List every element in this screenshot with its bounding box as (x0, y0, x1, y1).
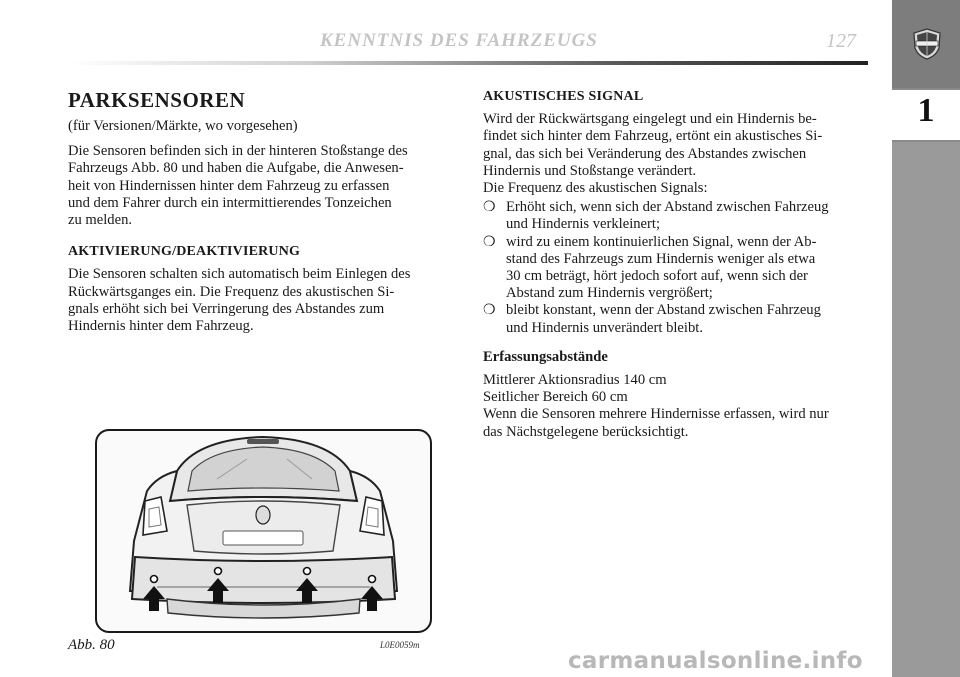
text-line: Abstand zum Hindernis vergrößert; (506, 285, 713, 302)
range-heading: Erfassungsabstände (483, 348, 608, 365)
section-heading-parksensoren: PARKSENSOREN (68, 88, 246, 112)
text-line: Seitlicher Bereich 60 cm (483, 389, 628, 406)
text-line: Rückwärtsganges ein. Die Frequenz des akustischen Si- (68, 283, 395, 300)
text-line: Fahrzeugs Abb. 80 und haben die Aufgabe, die Anwesen- (68, 160, 404, 177)
left-column (68, 88, 455, 343)
text-line: zu melden. (68, 212, 133, 229)
header-rule (68, 61, 868, 65)
section-subtitle: (für Versionen/Märkte, wo vorgesehen) (68, 118, 298, 134)
sidebar-lower (892, 142, 960, 677)
circle-bullet-icon: ❍ (483, 303, 496, 319)
chapter-sidebar (892, 0, 960, 677)
text-line: das Nächstgelegene berücksichtigt. (483, 423, 689, 440)
text-line: stand des Fahrzeugs zum Hindernis weniger als etwa (506, 250, 816, 267)
text-line: wird zu einem kontinuierlichen Signal, wenn der Ab- (506, 233, 817, 250)
page-number: 127 (826, 30, 856, 52)
text-line: heit von Hindernissen hinter dem Fahrzeug zu erfassen (68, 177, 390, 194)
running-header-title: KENNTNIS DES FAHRZEUGS (320, 30, 598, 51)
text-line: gnals erhöht sich bei Verringerung des Abstandes zum (68, 300, 385, 317)
activation-paragraph (68, 266, 455, 335)
text-line: Hindernis und Stoßstange verändert. (483, 162, 697, 179)
figure-code: L0E0059m (380, 640, 420, 650)
text-line: und Hindernis unverändert bleibt. (506, 319, 703, 336)
text-line: und Hindernis verkleinert; (506, 216, 661, 233)
list-item (483, 234, 868, 303)
intro-paragraph (68, 143, 455, 229)
circle-bullet-icon: ❍ (483, 234, 496, 250)
signal-heading: AKUSTISCHES SIGNAL (483, 89, 644, 104)
text-line: findet sich hinter dem Fahrzeug, ertönt ein akustisches Si- (483, 128, 823, 145)
text-line: Hindernis hinter dem Fahrzeug. (68, 318, 254, 335)
text-line: 30 cm beträgt, hört jedoch sofort auf, wenn sich der (506, 268, 808, 285)
signal-frequency-list (483, 199, 868, 337)
text-line: Die Frequenz des akustischen Signals: (483, 180, 708, 197)
activation-heading: AKTIVIERUNG/DEAKTIVIERUNG (68, 244, 301, 260)
text-line: gnal, das sich bei Veränderung des Abstandes zwischen (483, 145, 807, 162)
list-item (483, 302, 868, 336)
range-paragraph (483, 372, 868, 441)
signal-paragraph (483, 111, 868, 197)
chapter-number[interactable]: 1 (917, 92, 935, 129)
list-item (483, 199, 868, 233)
text-line: Die Sensoren befinden sich in der hinteren Stoßstange des (68, 143, 408, 160)
text-line: Wenn die Sensoren mehrere Hindernisse erfassen, wird nur (483, 406, 829, 423)
text-line: Mittlerer Aktionsradius 140 cm (483, 372, 667, 389)
lancia-logo-icon (912, 28, 942, 60)
figure-car-rear (95, 429, 432, 633)
text-line: Wird der Rückwärtsgang eingelegt und ein Hindernis be- (483, 111, 817, 128)
text-line: Erhöht sich, wenn sich der Abstand zwischen Fahrzeug (506, 199, 829, 216)
watermark: carmanualsonline.info (568, 648, 863, 674)
figure-caption: Abb. 80 (68, 637, 115, 653)
text-line: Die Sensoren schalten sich automatisch beim Einlegen des (68, 266, 411, 283)
right-column (483, 88, 868, 449)
text-line: und dem Fahrer durch ein intermittierendes Tonzeichen (68, 194, 392, 211)
text-line: bleibt konstant, wenn der Abstand zwischen Fahrzeug (506, 302, 821, 319)
circle-bullet-icon: ❍ (483, 200, 496, 216)
car-rear-parking-sensors-illustration (97, 431, 430, 631)
